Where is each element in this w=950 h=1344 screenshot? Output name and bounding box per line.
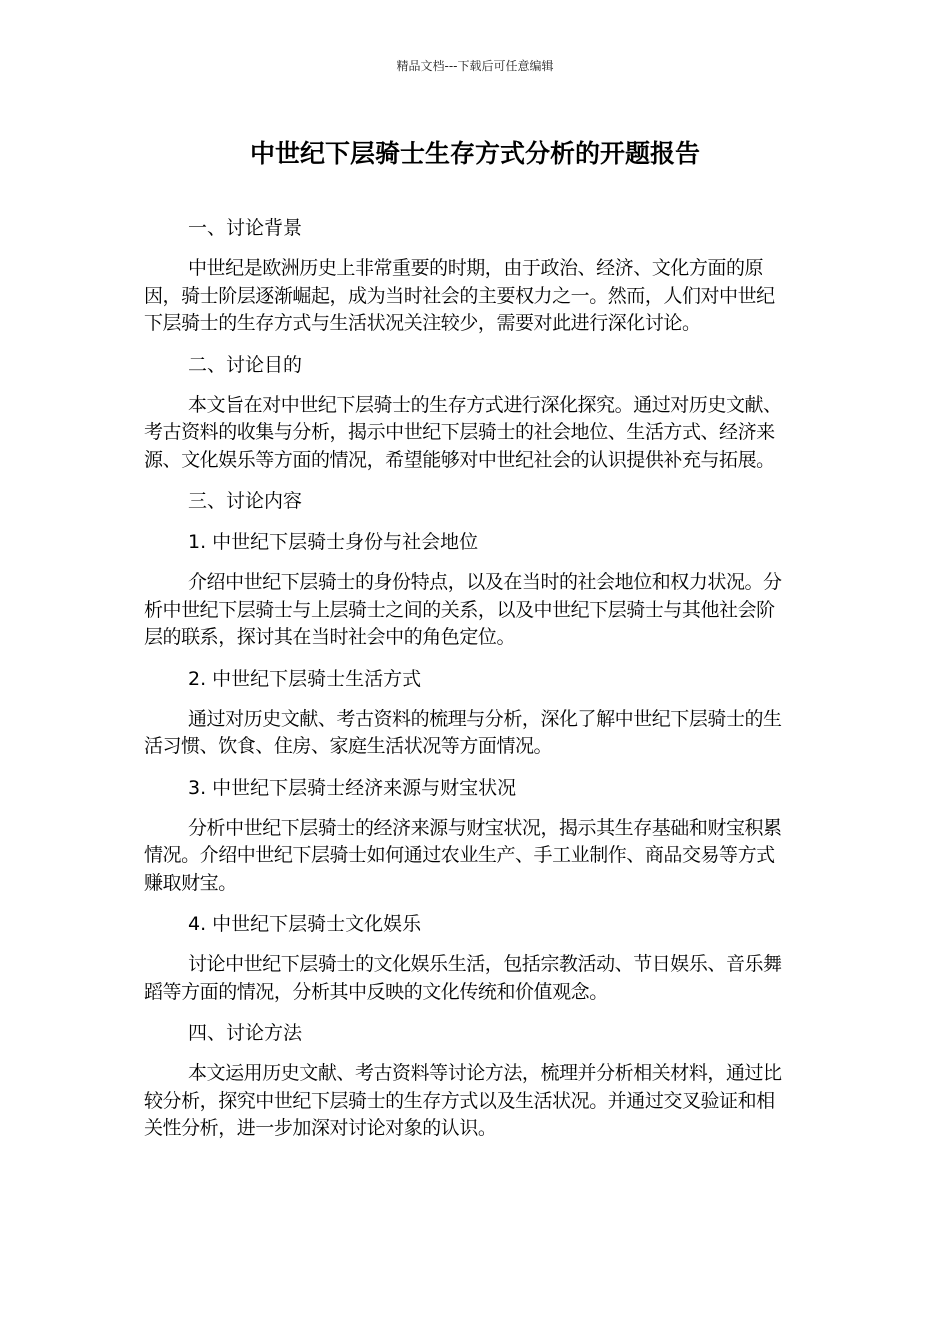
paragraph-lifestyle: 通过对历史文献、考古资料的梳理与分析，深化了解中世纪下层骑士的生活习惯、饮食、住房、家庭生活状况等方面情况。 xyxy=(144,707,782,757)
subsection-heading-status: 1. 中世纪下层骑士身份与社会地位 xyxy=(188,531,479,553)
subsection-heading-culture: 4. 中世纪下层骑士文化娱乐 xyxy=(188,913,422,935)
section-heading-purpose: 二、讨论目的 xyxy=(188,353,303,376)
document-body xyxy=(144,214,792,1156)
section-heading-content: 三、讨论内容 xyxy=(188,490,303,512)
paragraph-culture: 讨论中世纪下层骑士的文化娱乐生活，包括宗教活动、节日娱乐、音乐舞蹈等方面的情况，分析其中反映的文化传统和价值观念。 xyxy=(144,953,782,1003)
section-heading-background: 一、讨论背景 xyxy=(188,217,303,239)
paragraph-background: 中世纪是欧洲历史上非常重要的时期，由于政治、经济、文化方面的原因，骑士阶层逐渐崛起，成为当时社会的主要权力之一。然而，人们对中世纪下层骑士的生存方式与生活状况关注较少，需要对此进行深化讨论。 xyxy=(144,257,775,334)
paragraph-method: 本文运用历史文献、考古资料等讨论方法，梳理并分析相关材料，通过比较分析，探究中世纪下层骑士的生存方式以及生活状况。并通过交叉验证和相关性分析，进一步加深对讨论对象的认识。 xyxy=(144,1062,782,1139)
paragraph-status: 介绍中世纪下层骑士的身份特点，以及在当时的社会地位和权力状况。分析中世纪下层骑士与上层骑士之间的关系，以及中世纪下层骑士与其他社会阶层的联系，探讨其在当时社会中的角色定位。 xyxy=(144,571,782,648)
subsection-heading-economy: 3. 中世纪下层骑士经济来源与财宝状况 xyxy=(188,776,517,799)
section-heading-method: 四、讨论方法 xyxy=(188,1022,303,1044)
header-note: 精品文档---下载后可任意编辑 xyxy=(396,59,554,73)
paragraph-economy: 分析中世纪下层骑士的经济来源与财宝状况，揭示其生存基础和财宝积累情况。介绍中世纪下层骑士如何通过农业生产、手工业制作、商品交易等方式赚取财宝。 xyxy=(144,816,782,894)
paragraph-purpose: 本文旨在对中世纪下层骑士的生存方式进行深化探究。通过对历史文献、考古资料的收集与分析，揭示中世纪下层骑士的社会地位、生活方式、经济来源、文化娱乐等方面的情况，希望能够对中世纪社会的认识提供补充与拓展。 xyxy=(144,393,782,471)
document-title: 中世纪下层骑士生存方式分析的开题报告 xyxy=(249,139,700,168)
subsection-heading-lifestyle: 2. 中世纪下层骑士生活方式 xyxy=(188,667,422,690)
